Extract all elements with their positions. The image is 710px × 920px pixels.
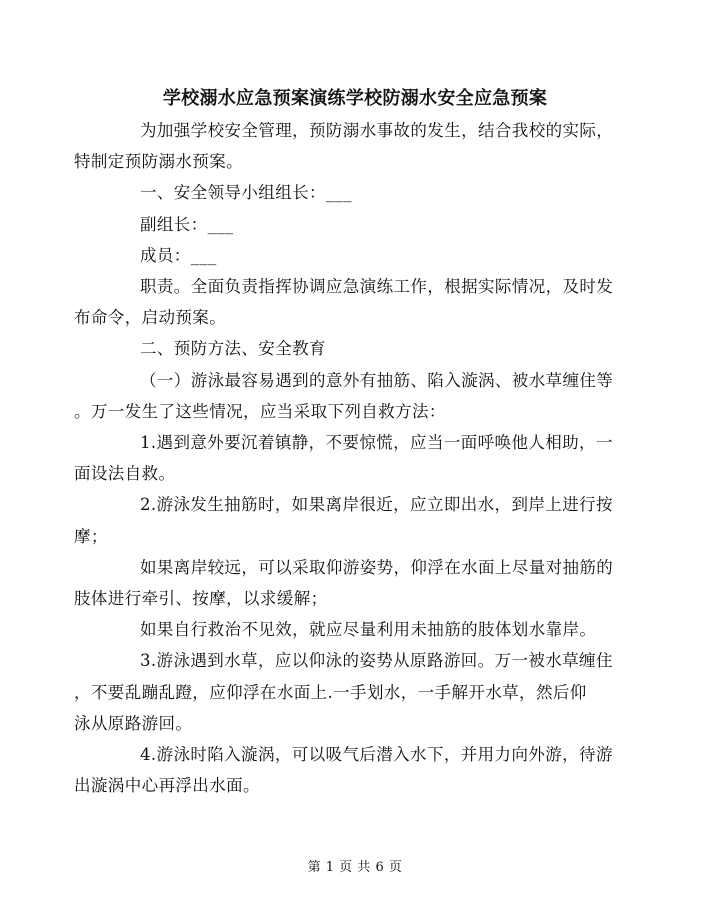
- paragraph-line: 4.游泳时陷入漩涡，可以吸气后潜入水下，并用力向外游，待游: [140, 745, 613, 765]
- paragraph: [107, 240, 607, 271]
- paragraph-line: （一）游泳最容易遇到的意外有抽筋、陷入漩涡、被水草缠住等: [140, 370, 614, 390]
- paragraph-line: 泳从原路游回。: [74, 713, 193, 733]
- paragraph-line: 职责。全面负责指挥协调应急演练工作，根据实际情况，及时发: [140, 277, 614, 297]
- paragraph-line: 摩；: [74, 526, 108, 546]
- document-body: [74, 115, 614, 801]
- paragraph: [74, 365, 614, 427]
- paragraph: [74, 645, 613, 739]
- paragraph-line: 2.游泳发生抽筋时，如果离岸很近，应立即出水，到岸上进行按: [140, 495, 613, 515]
- paragraph-line: 一、安全领导小组组长：___: [140, 183, 352, 203]
- paragraph: [74, 489, 613, 551]
- paragraph: [74, 271, 614, 333]
- paragraph: [74, 739, 613, 801]
- paragraph-line: 出漩涡中心再浮出水面。: [74, 776, 260, 796]
- paragraph: [107, 614, 607, 645]
- paragraph-line: 如果离岸较远，可以采取仰游姿势，仰浮在水面上尽量对抽筋的: [140, 557, 614, 577]
- paragraph-line: 成员：___: [140, 245, 217, 265]
- paragraph-line: 特制定预防溺水预案。: [74, 152, 243, 172]
- paragraph: [74, 115, 614, 177]
- paragraph: [107, 209, 607, 240]
- paragraph: [107, 333, 607, 364]
- paragraph-line: 为加强学校安全管理，预防溺水事故的发生，结合我校的实际，: [140, 121, 614, 140]
- paragraph-line: 面设法自救。: [74, 464, 176, 484]
- paragraph-line: ，不要乱蹦乱蹬，应仰浮在水面上.一手划水，一手解开水草，然后仰: [74, 682, 587, 702]
- page-number-footer: 第 1 页 共 6 页: [307, 860, 403, 875]
- document-title: 学校溺水应急预案演练学校防溺水安全应急预案: [162, 88, 548, 109]
- paragraph: [74, 427, 613, 489]
- paragraph-line: 。万一发生了这些情况，应当采取下列自救方法：: [74, 401, 446, 421]
- paragraph: [74, 552, 614, 614]
- paragraph-line: 如果自行救治不见效，就应尽量利用未抽筋的肢体划水靠岸。: [140, 620, 597, 640]
- paragraph: [107, 177, 607, 208]
- paragraph-line: 布命令，启动预案。: [74, 308, 227, 328]
- paragraph-line: 二、预防方法、安全教育: [140, 339, 326, 359]
- paragraph-line: 副组长：___: [140, 214, 234, 234]
- paragraph-line: 3.游泳遇到水草，应以仰泳的姿势从原路游回。万一被水草缠住: [140, 651, 613, 671]
- paragraph-line: 肢体进行牵引、按摩，以求缓解；: [74, 589, 328, 609]
- paragraph-line: 1.遇到意外要沉着镇静，不要惊慌，应当一面呼唤他人相助，一: [140, 433, 613, 453]
